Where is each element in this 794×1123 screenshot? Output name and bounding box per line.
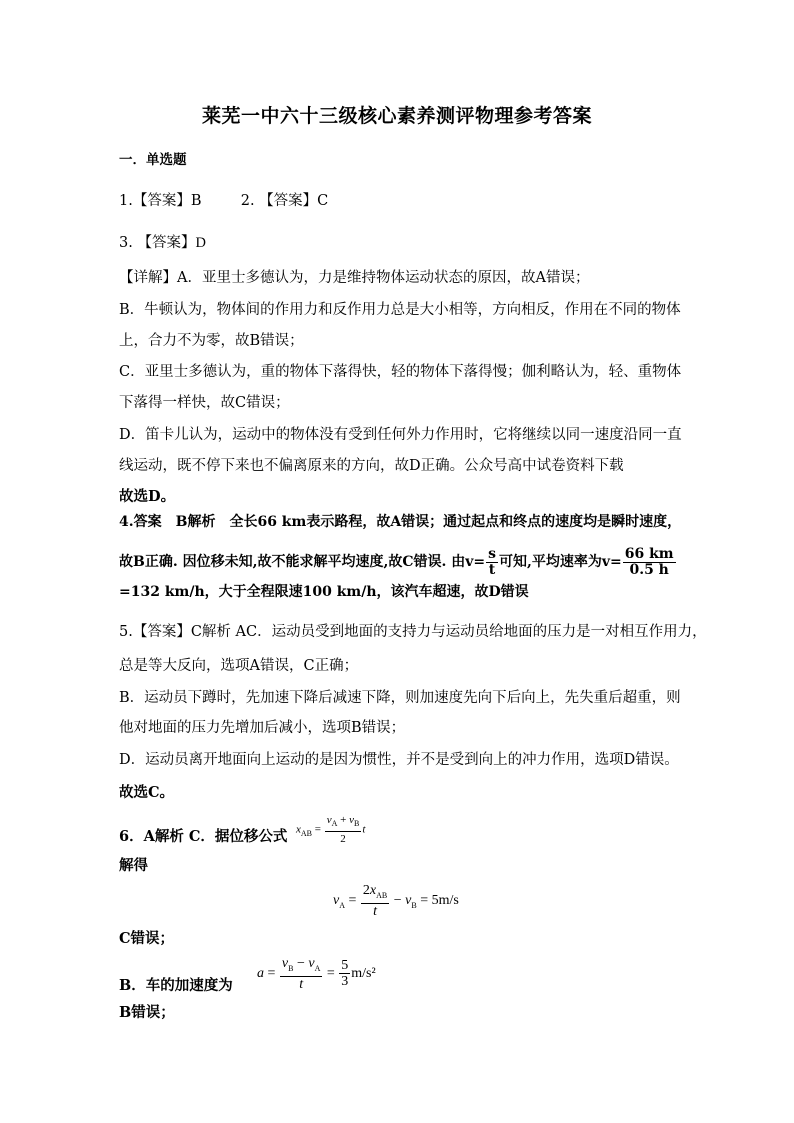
b-wrong: B错误； (119, 1004, 175, 1021)
q5-line: 总是等大反向，选项A错误，C正确； (119, 658, 359, 674)
q3-detail-line: D．笛卡儿认为，运动中的物体没有受到任何外力作用时，它将继续以同一速度沿同一直 (119, 427, 682, 443)
acceleration-formula: a = $\frac{v_B - v_A}{t}$ = $\frac{5}{3}$ m/s² (257, 956, 376, 992)
q5-line: D．运动员离开地面向上运动的是因为惯性，并不是受到向上的冲力作用，选项D错误。 (119, 752, 679, 768)
q3-conclusion: 故选D。 (119, 488, 176, 505)
fraction-66km-over-05h: $\frac{66 km}{0.5 h}$ (624, 545, 674, 578)
b-accel-label: B．车的加速度为 (119, 977, 233, 994)
q4-line-1: 4.答案 B解析 全长66 km表示路程，故A错误；通过起点和终点的速度均是瞬时速度， (119, 514, 682, 530)
q5-line: 他对地面的压力先增加后减小，选项B错误； (119, 720, 406, 736)
solve-label: 解得 (119, 857, 148, 874)
page-title: 莱芜一中六十三级核心素养测评物理参考答案 (201, 105, 592, 127)
q4-line-2: 故B正确. 因位移未知,故不能求解平均速度,故C错误. 由v= $\frac{s}{t}$ 可知,平均速率为v= $\frac{66 km}{0.5 h}$ (119, 545, 674, 578)
velocity-formula: $v_A$ = $\frac{2x_{AB}}{t}$ − $v_B = 5m/s$ (333, 883, 459, 919)
q3-detail-line: C．亚里士多德认为，重的物体下落得快，轻的物体下落得慢；伽利略认为，轻、重物体 (119, 364, 682, 380)
q5-line: 5.【答案】C解析 AC．运动员受到地面的支持力与运动员给地面的压力是一对相互作用力， (119, 624, 707, 640)
answer-2: 2. 【答案】C (240, 193, 329, 209)
q3-detail-line: 下落得一样快，故C错误； (119, 395, 290, 411)
q5-line: B．运动员下蹲时，先加速下降后减速下降，则加速度先向下后向上，先失重后超重，则 (119, 690, 681, 706)
q3-detail-line: 【详解】A．亚里士多德认为，力是维持物体运动状态的原因，故A错误； (119, 270, 590, 286)
section-heading: 一．单选题 (119, 152, 187, 168)
q4-line-3: =132 km/h，大于全程限速100 km/h，该汽车超速，故D错误 (119, 584, 529, 600)
answers-1-2 (119, 191, 328, 211)
c-wrong: C错误； (119, 930, 175, 947)
fraction-s-over-t: $\frac{s}{t}$ (488, 545, 496, 578)
q5-conclusion: 故选C。 (119, 784, 175, 801)
q3-detail-line: 上，合力不为零，故B错误； (119, 333, 304, 349)
q6-line-1: 6．A解析 C．据位移公式 (119, 828, 288, 845)
q3-detail-line: 线运动，既不停下来也不偏离原来的方向，故D正确。公众号高中试卷资料下载 (119, 458, 624, 474)
q3-detail-line: B．牛顿认为，物体间的作用力和反作用力总是大小相等，方向相反，作用在不同的物体 (119, 302, 681, 318)
displacement-formula: $x_{AB}$ = $\frac{v_A + v_B}{2}$ t (296, 814, 366, 846)
answer-3: 3. 【答案】D (119, 235, 206, 251)
answer-1: 1.【答案】B (119, 193, 202, 209)
